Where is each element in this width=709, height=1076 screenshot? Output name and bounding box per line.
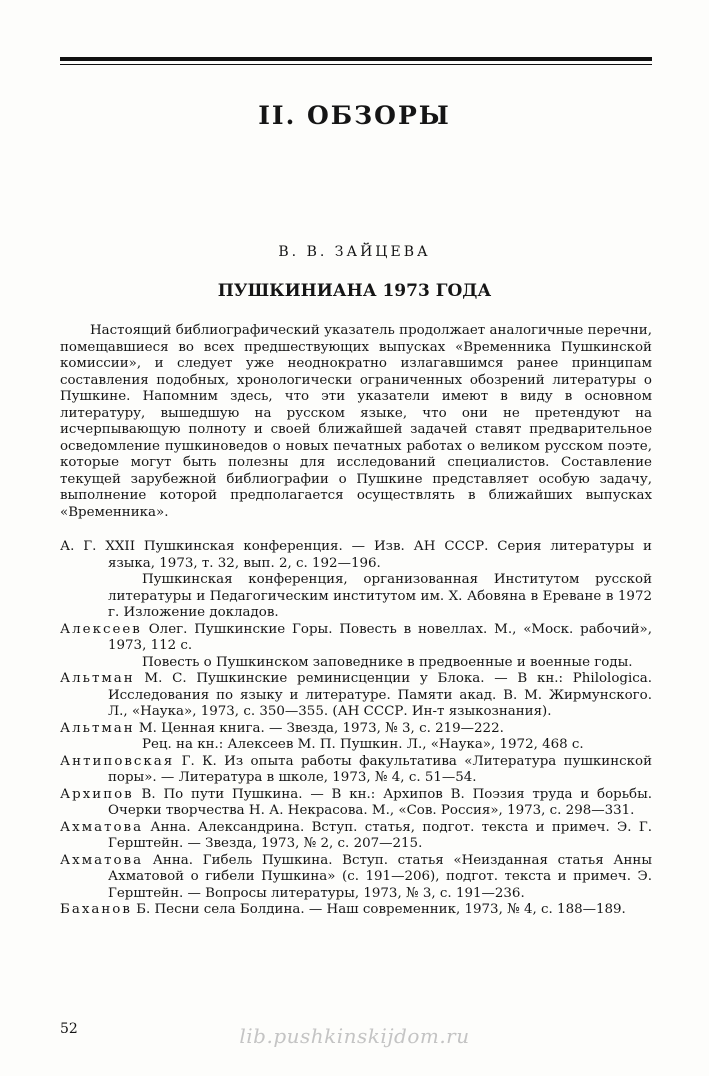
entry-text (60, 671, 652, 721)
entry-text (60, 902, 652, 919)
entry-citation: Анна. Гибель Пушкина. Вступ. статья «Неизданная статья Анны Ахматовой о гибели Пушкина» (с. 191—206), подгот. текста и примеч. Э. Герштейн. — Вопросы литературы, 1973, № 3, с. 191—236. (108, 852, 652, 901)
bibliography-entry (60, 853, 652, 903)
entry-author: Ахматова (60, 819, 144, 835)
entry-annotation: Пушкинская конференция, организованная Институтом русской литературы и Педагогическим институтом им. Х. Абовяна в Ереване в 1972 г. Изложение докладов. (108, 572, 652, 620)
entry-text (60, 539, 652, 572)
entry-citation: М. Ценная книга. — Звезда, 1973, № 3, с. 219—222. (134, 720, 504, 736)
bibliography-list (60, 539, 652, 919)
entry-author: Ахматова (60, 852, 144, 868)
entry-author: Антиповская (60, 753, 175, 769)
entry-author: Альтман (60, 671, 135, 686)
page-number: 52 (60, 1021, 78, 1037)
entry-text (60, 820, 652, 853)
watermark: lib.pushkinskijdom.ru (239, 1024, 470, 1048)
article-author: В. В. ЗАЙЦЕВА (278, 244, 431, 260)
entry-text (60, 622, 652, 655)
entry-text (60, 853, 652, 903)
entry-citation: Г. К. Из опыта работы факультатива «Литература пушкинской поры». — Литература в школе, 1973, № 4, с. 51—54. (108, 753, 652, 785)
entry-citation: Олег. Пушкинские Горы. Повесть в новеллах. М., «Моск. рабочий», 1973, 112 с. (108, 621, 652, 653)
entry-citation: М. С. Пушкинские реминисценции у Блока. — В кн.: Philologica. Исследования по языку и литературе. Памяти акад. В. М. Жирмунского. Л., «Наука», 1973, с. 350—355. (АН СССР. Ин-т языкознания). (108, 671, 652, 719)
header-rule-thin (60, 64, 652, 65)
entry-author: Баханов (60, 902, 132, 917)
bibliography-entry (60, 787, 652, 820)
entry-citation: Б. Песни села Болдина. — Наш современник, 1973, № 4, с. 188—189. (131, 902, 626, 917)
bibliography-entry (60, 622, 652, 672)
bibliography-entry (60, 721, 652, 754)
intro-paragraph: Настоящий библиографический указатель продолжает аналогичные перечни, помещавшиеся во всех предшествующих выпусках «Временника Пушкинской комиссии», и следует уже неоднократно излагавшимся ранее принципам составления подобных, хронологически ограниченных обозрений литературы о Пушкине. Напомним здесь, что эти указатели имеют в виду в основном литературу, вышедшую на русском языке, что они не претендуют на исчерпывающую полноту и своей ближайшей задачей ставят предварительное осведомление пушкиноведов о новых печатных работах о великом русском поэте, которые могут быть полезны для исследований специалистов. Составление текущей зарубежной библиографии о Пушкине представляет особую задачу, выполнение которой предполагается осуществлять в ближайших выпусках «Временника». (60, 323, 652, 520)
entry-text (60, 721, 652, 738)
entry-annotation: Повесть о Пушкинском заповеднике в предвоенные и военные годы. (142, 654, 633, 670)
entry-text (60, 754, 652, 787)
bibliography-entry (60, 820, 652, 853)
entry-text (60, 787, 652, 820)
entry-citation: А. Г. XXII Пушкинская конференция. — Изв. АН СССР. Серия литературы и языка, 1973, т. 32, вып. 2, с. 192—196. (60, 539, 652, 571)
entry-author: Альтман (60, 720, 135, 736)
header-rule-thick (60, 57, 652, 61)
bibliography-entry (60, 671, 652, 721)
section-title: II. ОБЗОРЫ (258, 101, 451, 130)
entry-citation: Анна. Александрина. Вступ. статья, подгот. текста и примеч. Э. Г. Герштейн. — Звезда, 1973, № 2, с. 207—215. (108, 819, 652, 851)
entry-citation: В. По пути Пушкина. — В кн.: Архипов В. Поэзия труда и борьбы. Очерки творчества Н. А. Некрасова. М., «Сов. Россия», 1973, с. 298—331. (108, 786, 652, 818)
bibliography-entry (60, 902, 652, 919)
entry-author: Архипов (60, 786, 134, 802)
entry-author: Алексеев (60, 621, 142, 637)
entry-annotation: Рец. на кн.: Алексеев М. П. Пушкин. Л., «Наука», 1972, 468 с. (142, 737, 584, 752)
bibliography-entry (60, 539, 652, 622)
article-title: ПУШКИНИАНА 1973 ГОДА (217, 281, 492, 301)
bibliography-entry (60, 754, 652, 787)
